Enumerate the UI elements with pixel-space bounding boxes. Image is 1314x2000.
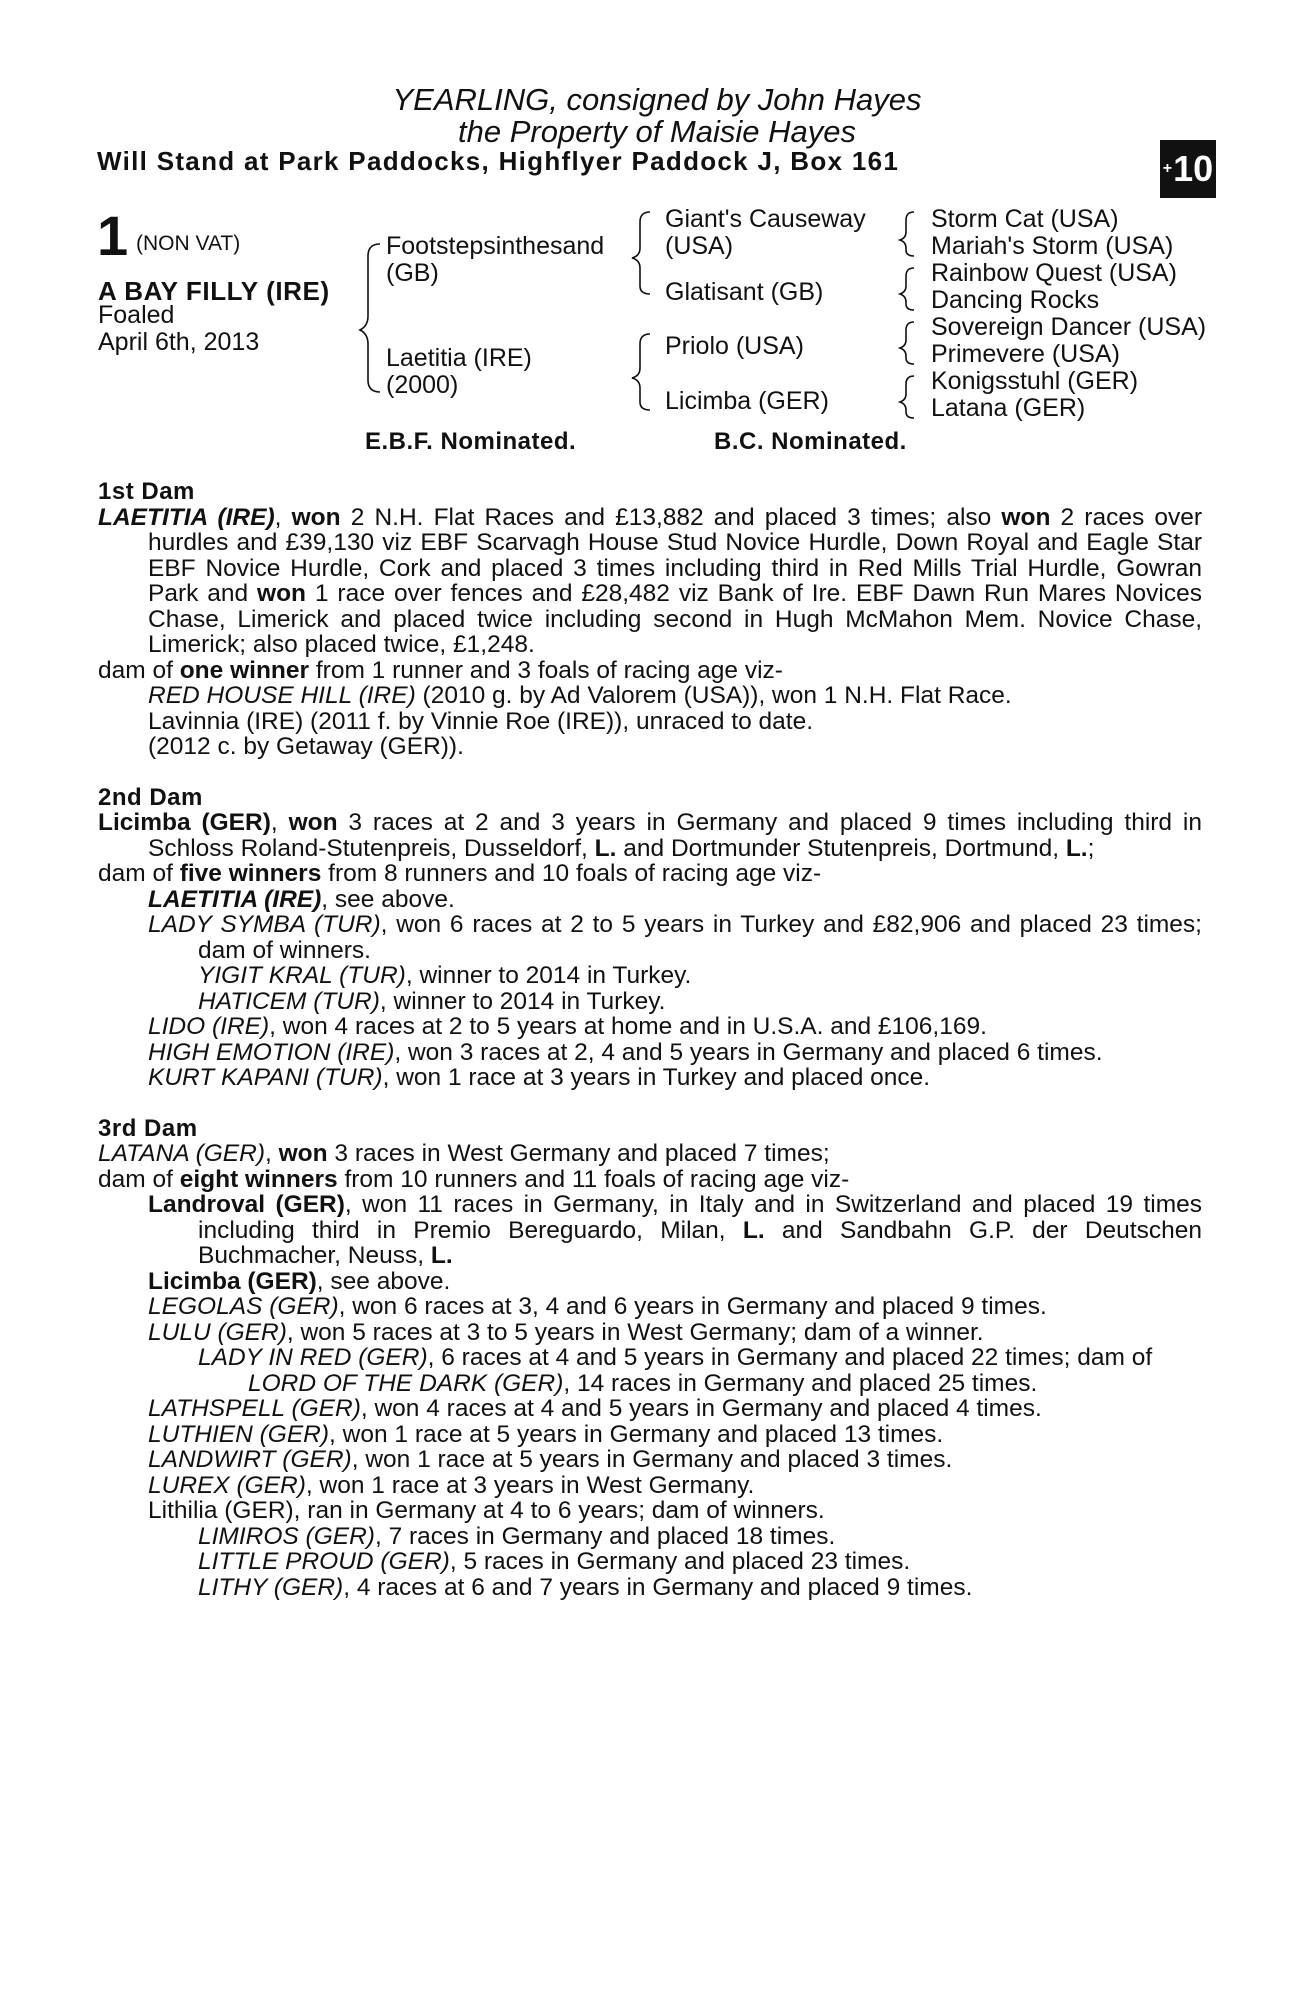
dam-name: Laetitia (IRE) [386,344,532,372]
produce-entry: LEGOLAS (GER), won 6 races at 3, 4 and 6 years in Germany and placed 9 times. [148,1293,1047,1320]
gen3-item: Rainbow Quest (USA) [931,259,1177,287]
produce-entry: Licimba (GER), see above. [148,1267,451,1295]
produce-entry: RED HOUSE HILL (IRE) (2010 g. by Ad Valorem (USA)), won 1 N.H. Flat Race. [148,682,1012,709]
ebf-nominated: E.B.F. Nominated. [365,428,577,455]
first-dam-record [98,505,1202,658]
foaled-date: April 6th, 2013 [98,328,260,356]
third-dam-record: LATANA (GER), won 3 races in West Germany and placed 7 times; [98,1140,830,1167]
produce-entry: LUTHIEN (GER), won 1 race at 5 years in Germany and placed 13 times. [148,1420,944,1448]
dam-pedigree-text [98,479,1202,1600]
gen3-item: Sovereign Dancer (USA) [931,313,1207,341]
grand-produce-entry: YIGIT KRAL (TUR), winner to 2014 in Turkey. [198,962,692,989]
pedigree-sire-sire [665,206,866,260]
third-dam-produce-summary: dam of eight winners from 10 runners and 11 foals of racing age viz- [98,1165,850,1193]
produce-entry: LULU (GER), won 5 races at 3 to 5 years in West Germany; dam of a winner. [148,1318,984,1346]
produce-entry: HIGH EMOTION (IRE), won 3 races at 2, 4 and 5 years in Germany and placed 6 times. [148,1038,1103,1066]
second-dam-record: Licimba (GER), won 3 races at 2 and 3 years in Germany and placed 9 times including third in Schloss Roland-Stutenpreis, Dusseldorf, L. and Dortmunder Stutenpreis, Dortmund, L.; [98,809,1202,862]
sire-country: (GB) [386,259,439,287]
record-text: 2 N.H. Flat Races and £13,882 and placed 3 times; also [340,503,1002,531]
produce-entry: (2012 c. by Getaway (GER)). [148,733,464,760]
produce-entry: LANDWIRT (GER), won 1 race at 5 years in Germany and placed 3 times. [148,1446,953,1473]
sire-name: Footstepsinthesand [386,232,605,260]
grand-produce-entry: HATICEM (TUR), winner to 2014 in Turkey. [198,987,666,1015]
sire-sire-country: (USA) [665,232,734,260]
second-dam-heading: 2nd Dam [98,783,203,811]
gen3-item: Primevere (USA) [931,340,1120,368]
header-property: the Property of Maisie Hayes [457,114,856,149]
second-dam-produce-summary: dam of five winners from 8 runners and 10 foals of racing age viz- [98,860,822,887]
produce-entry: LADY SYMBA (TUR), won 6 races at 2 to 5 years in Turkey and £82,906 and placed 23 times; dam of winners. [148,911,1202,964]
gen3-item: Konigsstuhl (GER) [931,367,1139,395]
won-word: won [257,580,307,607]
brace-gen2-dam [632,334,650,410]
brace-gen1 [360,244,380,392]
grand-produce-entry: LADY IN RED (GER), 6 races at 4 and 5 years in Germany and placed 22 times; dam of [198,1344,1153,1371]
grand-produce-entry: LORD OF THE DARK (GER), 14 races in Germany and placed 25 times. [248,1369,1038,1397]
pedigree-dam [386,345,532,399]
gen3-item: Mariah's Storm (USA) [931,232,1174,260]
grand-produce-entry: LITTLE PROUD (GER), 5 races in Germany and placed 23 times. [198,1548,911,1575]
produce-entry: Lavinnia (IRE) (2011 f. by Vinnie Roe (IRE)), unraced to date. [148,707,814,735]
pedigree-dam-sire: Priolo (USA) [665,332,804,360]
first-dam-name: LAETITIA (IRE) [98,503,275,531]
header-stand-location: Will Stand at Park Paddocks, Highflyer Paddock J, Box 161 [97,146,900,176]
lot-number: 1 [97,204,129,267]
gen3-item: Latana (GER) [931,394,1086,422]
third-dam-heading: 3rd Dam [98,1114,198,1142]
produce-entry: Lithilia (GER), ran in Germany at 4 to 6 years; dam of winners. [148,1497,825,1524]
first-dam-heading: 1st Dam [98,478,195,505]
brace-gen3-2 [900,268,914,310]
badge-plus: + [1162,160,1173,177]
sep: , [274,503,292,531]
first-dam-produce-summary: dam of one winner from 1 runner and 3 foals of racing age viz- [98,656,783,684]
won-word: won [291,503,341,531]
pedigree-dam-dam: Licimba (GER) [665,387,829,415]
produce-entry: LUREX (GER), won 1 race at 3 years in West Germany. [148,1471,755,1499]
produce-entry: Landroval (GER), won 11 races in Germany, in Italy and in Switzerland and placed 19 times including third in Premio Bereguardo, Milan, L. and Sandbahn G.P. der Deutschen Buchmacher, Neuss, L. [148,1191,1202,1269]
produce-entry: LATHSPELL (GER), won 4 races at 4 and 5 years in Germany and placed 4 times. [148,1395,1042,1422]
produce-entry: LAETITIA (IRE), see above. [148,885,455,913]
grand-produce-entry: LITHY (GER), 4 races at 6 and 7 years in Germany and placed 9 times. [198,1573,973,1601]
sire-sire-name: Giant's Causeway [665,205,866,233]
brace-gen3-3 [900,322,914,364]
pedigree-sire [386,233,604,287]
produce-entry: LIDO (IRE), won 4 races at 2 to 5 years at home and in U.S.A. and £106,169. [148,1013,987,1040]
header-consignor: YEARLING, consigned by John Hayes [392,82,922,117]
pedigree-gen3 [931,206,1206,422]
badge-number: 10 [1173,148,1214,189]
pedigree-sire-dam: Glatisant (GB) [665,278,824,306]
gen3-item: Storm Cat (USA) [931,205,1119,233]
grand-produce-entry: LIMIROS (GER), 7 races in Germany and placed 18 times. [198,1522,836,1550]
record-text: 2 races over hurdles and £39,130 viz EBF Scarvagh House Stud Novice Hurdle, Down Royal and Eagle Star EBF Novice Hurdle, Cork and placed 3 times including third in Red Mills Trial Hurdle, Gowran Park and [148,503,1202,607]
brace-gen3-4 [900,376,914,418]
gen3-item: Dancing Rocks [931,286,1100,314]
brace-gen2-sire [632,212,650,294]
lot-name: A BAY FILLY (IRE) [98,276,330,306]
won-word: won [1001,503,1051,531]
vat-status: (NON VAT) [136,232,241,255]
brace-gen3-1 [900,212,914,256]
produce-entry: KURT KAPANI (TUR), won 1 race at 3 years in Turkey and placed once. [148,1064,931,1091]
foaled-label: Foaled [98,301,175,329]
dam-year: (2000) [386,371,459,399]
bc-nominated: B.C. Nominated. [714,428,907,455]
record-text: 1 race over fences and £28,482 viz Bank of Ire. EBF Dawn Run Mares Novices Chase, Limerick and placed twice including second in Hugh McMahon Mem. Novice Chase, Limerick; also placed twice, £1,248. [148,580,1202,658]
